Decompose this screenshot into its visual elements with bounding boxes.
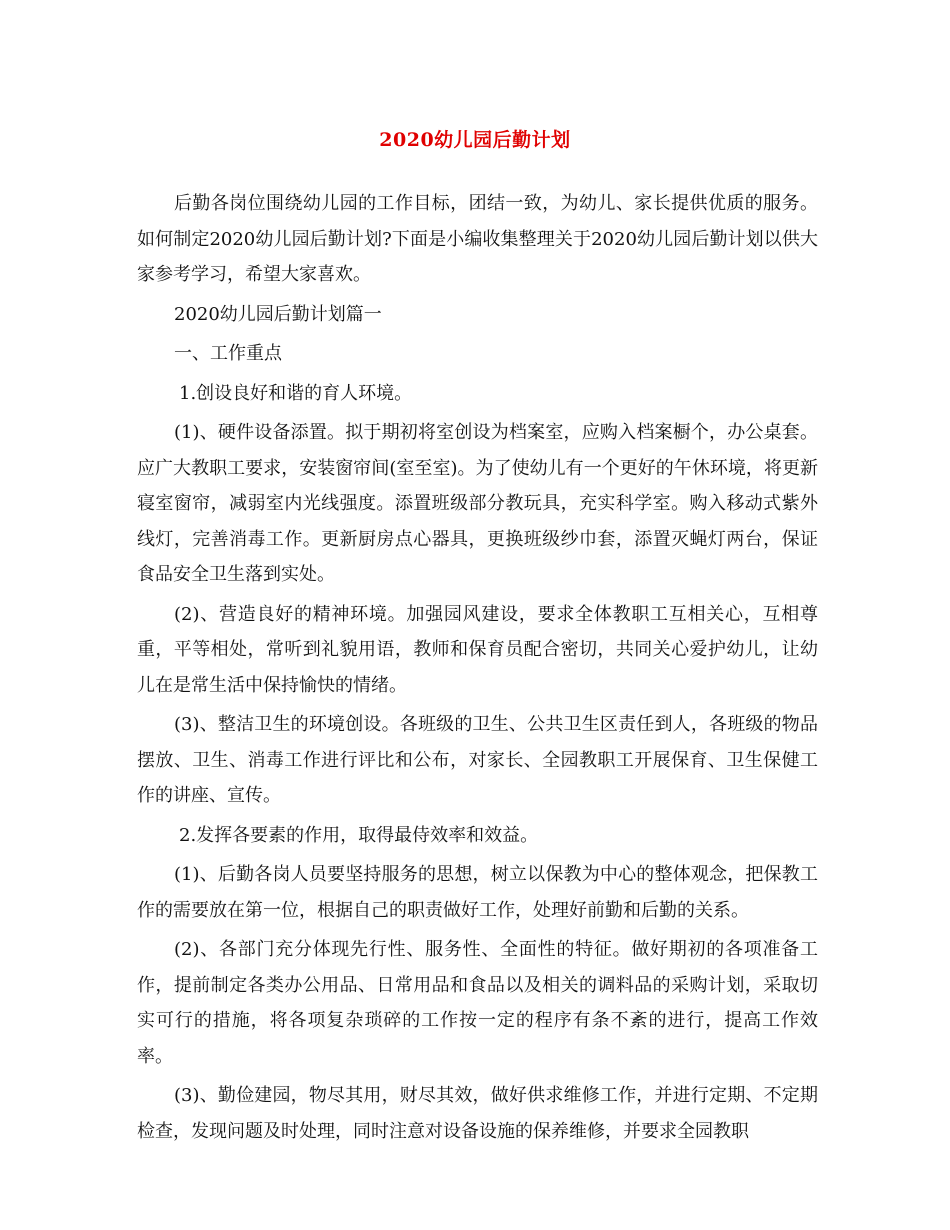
work-focus-heading: 一、工作重点	[174, 343, 282, 364]
item-2-heading: 2.发挥各要素的作用，取得最侍效率和效益。	[179, 824, 539, 846]
intro-paragraph: 后勤各岗位围绕幼儿园的工作目标，团结一致，为幼儿、家长提供优质的服务。如何制定2020幼儿园后勤计划?下面是小编收集整理关于2020幼儿园后勤计划以供大家参考学习，希望大家喜欢。	[137, 193, 818, 285]
document-body	[137, 186, 818, 1153]
item-1-heading: 1.创设良好和谐的育人环境。	[179, 382, 413, 404]
item-2-point-3: (3)、勤俭建园，物尽其用，财尽其效，做好供求维修工作，并进行定期、不定期检查，发现问题及时处理，同时注意对设备设施的保养维修，并要求全园教职	[137, 1085, 818, 1142]
item-2-point-2: (2)、各部门充分体现先行性、服务性、全面性的特征。做好期初的各项准备工作，提前制定各类办公用品、日常用品和食品以及相关的调料品的采购计划，采取切实可行的措施，将各项复杂琐碎的工作按一定的程序有条不紊的进行，提高工作效率。	[137, 939, 818, 1067]
item-1-point-3: (3)、整洁卫生的环境创设。各班级的卫生、公共卫生区责任到人，各班级的物品摆放、卫生、消毒工作进行评比和公布，对家长、全园教职工开展保育、卫生保健工作的讲座、宣传。	[137, 714, 818, 806]
section-title: 2020幼儿园后勤计划篇一	[174, 303, 382, 325]
item-1-point-1: (1)、硬件设备添置。拟于期初将室创设为档案室，应购入档案橱个，办公桌套。应广大教职工要求，安装窗帘间(室至室)。为了使幼儿有一个更好的午休环境，将更新寝室窗帘，减弱室内光线强度。添置班级部分教玩具，充实科学室。购入移动式紫外线灯，完善消毒工作。更新厨房点心器具，更换班级纱巾套，添置灭蝇灯两台，保证食品安全卫生落到实处。	[137, 422, 818, 585]
document-title: 2020幼儿园后勤计划	[379, 129, 571, 151]
item-1-point-2: (2)、营造良好的精神环境。加强园风建设，要求全体教职工互相关心，互相尊重，平等相处，常听到礼貌用语，教师和保育员配合密切，共同关心爱护幼儿，让幼儿在是常生活中保持愉快的情绪。	[137, 603, 818, 696]
item-2-point-1: (1)、后勤各岗人员要坚持服务的思想，树立以保教为中心的整体观念，把保教工作的需要放在第一位，根据自己的职责做好工作，处理好前勤和后勤的关系。	[137, 864, 818, 921]
